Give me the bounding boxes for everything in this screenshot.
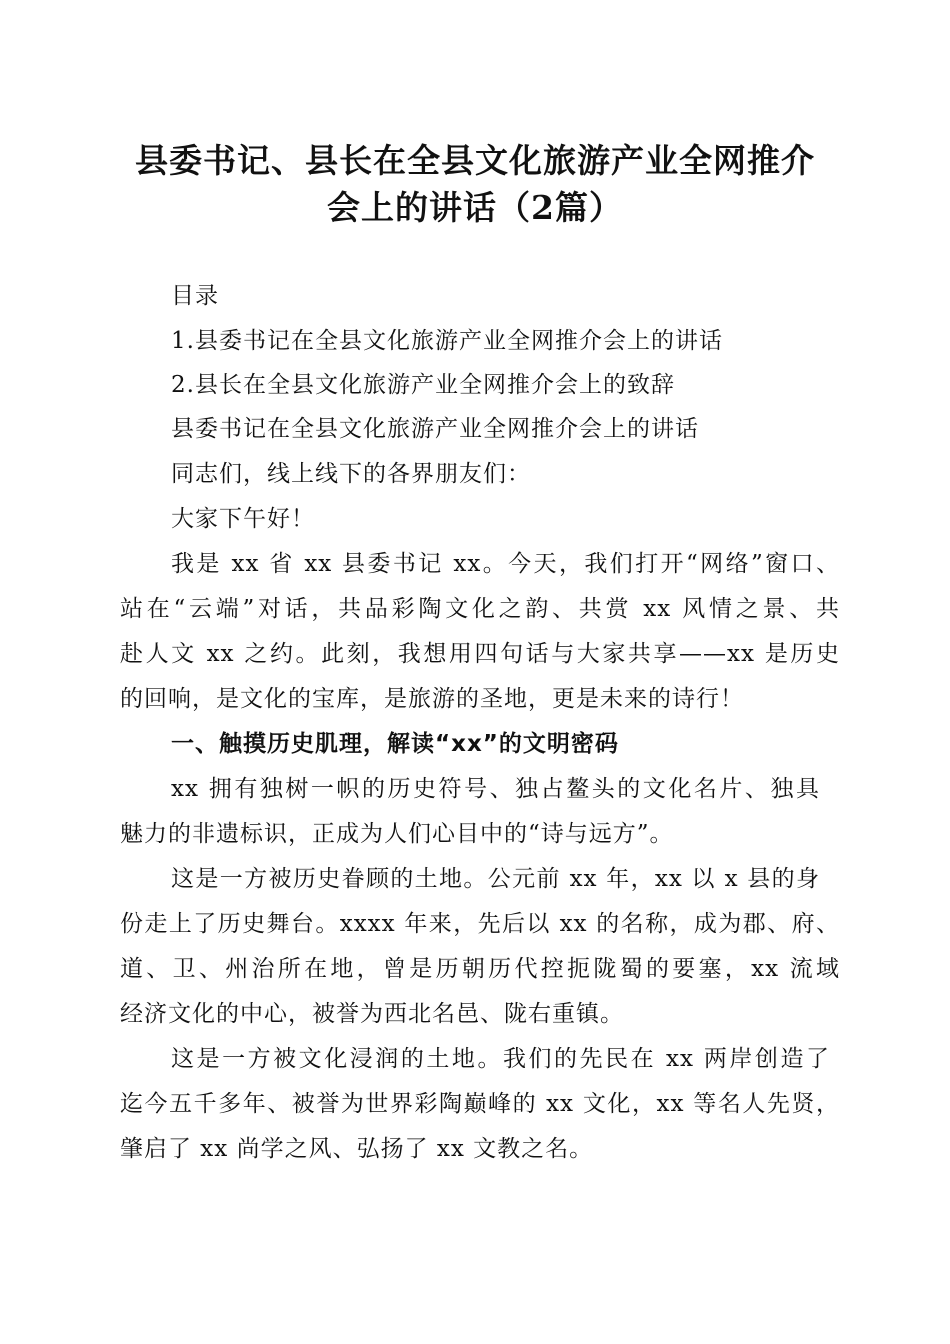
paragraph-1-line-2: 站在“云端”对话，共品彩陶文化之韵、共赏 xx 风情之景、共 <box>120 596 840 622</box>
paragraph-2-line-2: 魅力的非遗标识，正成为人们心目中的“诗与远方”。 <box>120 821 674 847</box>
greeting-audience: 同志们，线上线下的各界朋友们： <box>171 461 531 487</box>
paragraph-3-line-3: 道、卫、州治所在地，曾是历朝历代控扼陇蜀的要塞，xx 流域 <box>120 956 840 982</box>
paragraph-3-line-2: 份走上了历史舞台。xxxx 年来，先后以 xx 的名称，成为郡、府、 <box>120 911 840 937</box>
paragraph-4-line-2: 迄今五千多年、被誉为世界彩陶巅峰的 xx 文化，xx 等名人先贤， <box>120 1091 840 1117</box>
document-title-line-1: 县委书记、县长在全县文化旅游产业全网推介 <box>135 141 815 180</box>
greeting-afternoon: 大家下午好！ <box>171 506 315 532</box>
section-1-heading: 一、触摸历史肌理，解读“xx”的文明密码 <box>171 731 619 757</box>
toc-item-2: 2.县长在全县文化旅游产业全网推介会上的致辞 <box>171 372 675 398</box>
paragraph-1-line-1: 我是 xx 省 xx 县委书记 xx。今天，我们打开“网络”窗口、 <box>171 551 840 577</box>
document-title-line-2: 会上的讲话（2篇） <box>327 188 623 227</box>
toc-heading: 目录 <box>171 283 219 309</box>
paragraph-1-line-3: 赴人文 xx 之约。此刻，我想用四句话与大家共享——xx 是历史 <box>120 641 840 667</box>
paragraph-4-line-3: 肇启了 xx 尚学之风、弘扬了 xx 文教之名。 <box>120 1136 594 1162</box>
paragraph-4-line-1: 这是一方被文化浸润的土地。我们的先民在 xx 两岸创造了 <box>171 1046 830 1072</box>
paragraph-2-line-1: xx 拥有独树一帜的历史符号、独占鳌头的文化名片、独具 <box>171 776 820 802</box>
speech-title: 县委书记在全县文化旅游产业全网推介会上的讲话 <box>171 416 699 442</box>
paragraph-3-line-4: 经济文化的中心，被誉为西北名邑、陇右重镇。 <box>120 1001 624 1027</box>
paragraph-3-line-1: 这是一方被历史眷顾的土地。公元前 xx 年，xx 以 x 县的身 <box>171 866 820 892</box>
paragraph-1-line-4: 的回响，是文化的宝库，是旅游的圣地，更是未来的诗行！ <box>120 686 744 712</box>
toc-item-1: 1.县委书记在全县文化旅游产业全网推介会上的讲话 <box>171 328 723 354</box>
